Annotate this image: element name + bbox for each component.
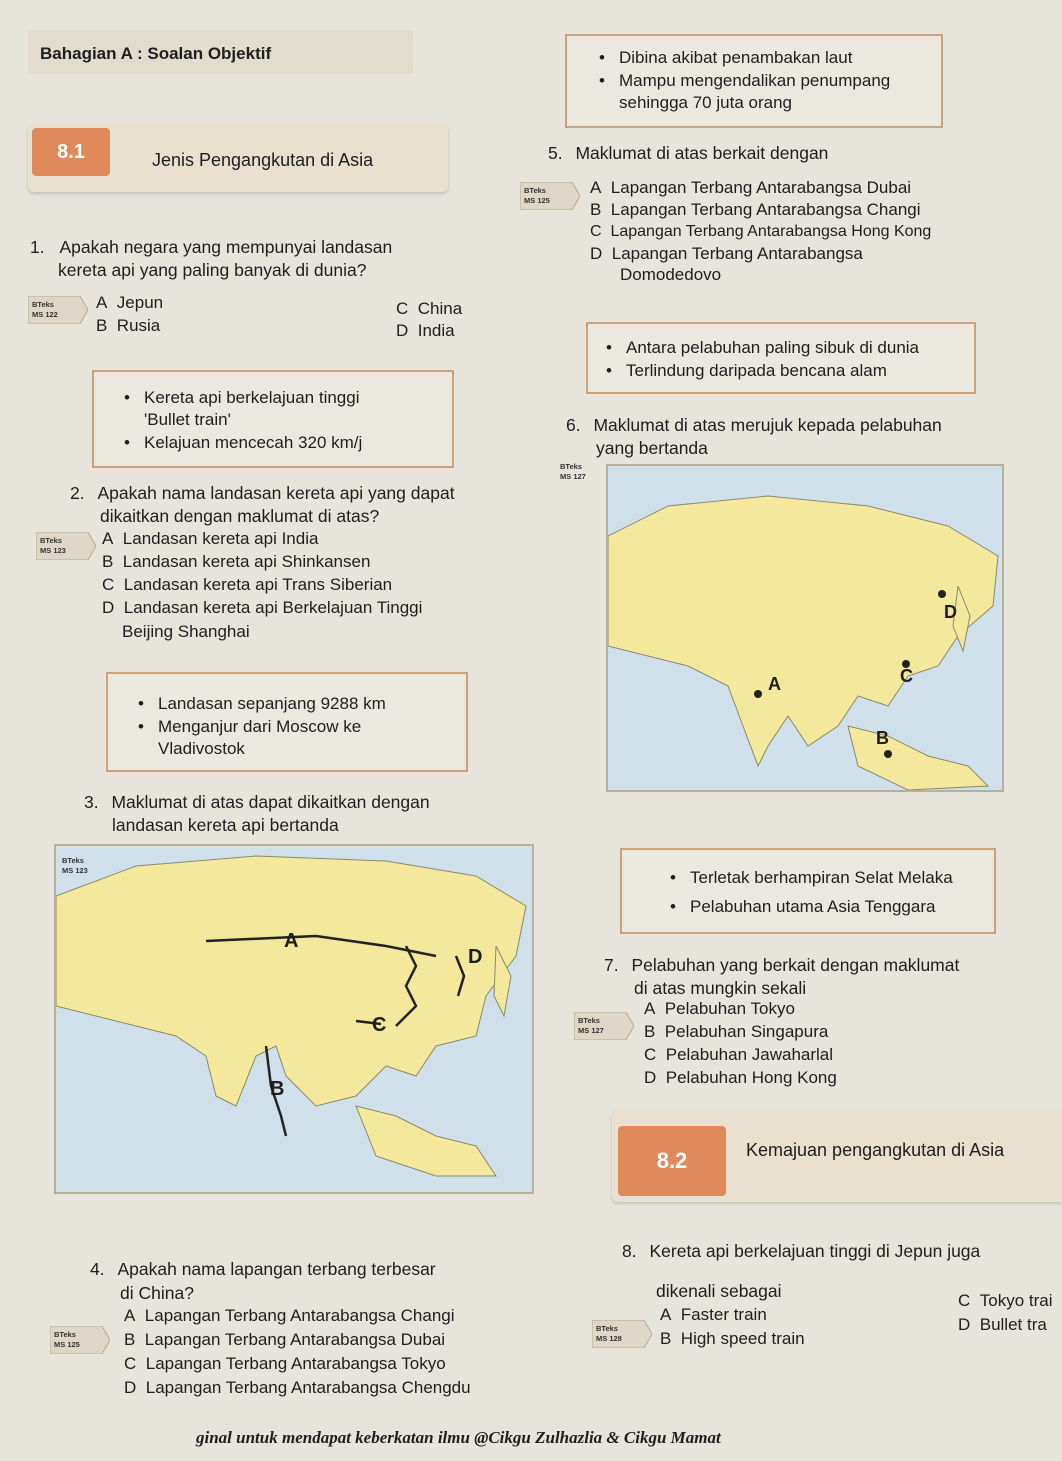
asia-map-ports-drawing xyxy=(608,466,1002,790)
question-text: Pelabuhan yang berkait dengan maklumat xyxy=(631,955,960,975)
question-number: 2. xyxy=(70,483,85,503)
map-label-b: B xyxy=(876,728,889,748)
question-text: yang bertanda xyxy=(596,438,708,458)
info-bullet: • Menganjur dari Moscow ke xyxy=(134,715,386,738)
footer-credit: ginal untuk mendapat keberkatan ilmu @Cikgu Zulhazlia & Cikgu Mamat xyxy=(196,1428,721,1447)
info-box-q6 xyxy=(586,322,976,394)
option-d-continued: Beijing Shanghai xyxy=(122,622,250,641)
question-text: Apakah nama landasan kereta api yang dapat xyxy=(97,483,455,503)
topic-header-82 xyxy=(612,1110,1062,1202)
option-d[interactable]: D Pelabuhan Hong Kong xyxy=(644,1068,837,1087)
asia-map-railway xyxy=(54,844,534,1194)
option-a[interactable]: A Pelabuhan Tokyo xyxy=(644,999,795,1018)
info-bullet: • Terletak berhampiran Selat Melaka xyxy=(666,866,953,889)
option-a[interactable]: A Lapangan Terbang Antarabangsa Dubai xyxy=(590,178,912,197)
option-b[interactable]: B Landasan kereta api Shinkansen xyxy=(102,552,371,571)
map-label-c: C xyxy=(900,666,913,686)
option-a[interactable]: A Lapangan Terbang Antarabangsa Changi xyxy=(124,1306,455,1325)
info-text: sehingga 70 juta orang xyxy=(619,93,792,112)
section-title: Bahagian A : Soalan Objektif xyxy=(40,44,272,63)
map-label-d: D xyxy=(468,946,483,968)
textbook-ref-tag: BTeks MS 123 xyxy=(62,856,88,875)
option-d[interactable]: D Bullet tra xyxy=(958,1315,1047,1334)
question-text: Maklumat di atas dapat dikaitkan dengan xyxy=(111,792,430,812)
option-a[interactable]: A Faster train xyxy=(660,1305,767,1324)
option-c[interactable]: C Lapangan Terbang Antarabangsa Hong Kong xyxy=(590,223,932,240)
question-text: Apakah negara yang mempunyai landasan xyxy=(59,237,393,257)
topic-badge: 8.1 xyxy=(32,128,110,176)
textbook-ref-tag: BTeks MS 125 xyxy=(520,182,580,210)
question-number: 6. xyxy=(566,415,581,435)
question-text: di atas mungkin sekali xyxy=(634,978,807,998)
question-text: kereta api yang paling banyak di dunia? xyxy=(58,260,367,280)
textbook-ref-tag: BTeks MS 125 xyxy=(50,1326,110,1354)
map-label-c: C xyxy=(372,1014,387,1036)
option-c[interactable]: C Lapangan Terbang Antarabangsa Tokyo xyxy=(124,1354,446,1373)
option-d[interactable]: D Lapangan Terbang Antarabangsa xyxy=(590,244,863,263)
topic-title: Jenis Pengangkutan di Asia xyxy=(152,150,374,170)
textbook-ref-tag: BTeks MS 123 xyxy=(36,532,96,560)
option-d[interactable]: D India xyxy=(396,321,455,340)
option-d[interactable]: D Lapangan Terbang Antarabangsa Chengdu xyxy=(124,1378,471,1397)
question-number: 5. xyxy=(548,143,563,163)
textbook-ref-tag: BTeks MS 127 xyxy=(574,1012,634,1040)
option-b[interactable]: B Lapangan Terbang Antarabangsa Changi xyxy=(590,200,921,219)
question-number: 3. xyxy=(84,792,99,812)
info-text: Vladivostok xyxy=(158,739,245,758)
question-number: 8. xyxy=(622,1241,637,1261)
info-bullet: • Terlindung daripada bencana alam xyxy=(602,359,919,382)
option-a[interactable]: A Landasan kereta api India xyxy=(102,529,319,548)
topic-header-81 xyxy=(28,124,448,192)
info-bullet: • Antara pelabuhan paling sibuk di dunia xyxy=(602,336,919,359)
info-box-q2 xyxy=(92,370,454,468)
info-bullet: • Dibina akibat penambakan laut xyxy=(595,46,890,69)
option-b[interactable]: B Rusia xyxy=(96,316,161,335)
info-bullet: • Landasan sepanjang 9288 km xyxy=(134,692,386,715)
question-text: landasan kereta api bertanda xyxy=(112,815,339,835)
question-text: dikaitkan dengan maklumat di atas? xyxy=(100,506,380,526)
map-label-b: B xyxy=(270,1078,285,1100)
textbook-ref-tag: BTeks MS 122 xyxy=(28,296,88,324)
option-b[interactable]: B Pelabuhan Singapura xyxy=(644,1022,829,1041)
question-text: di China? xyxy=(120,1283,194,1303)
option-c[interactable]: C China xyxy=(396,299,463,318)
option-a[interactable]: A Jepun xyxy=(96,293,164,312)
info-box-q7 xyxy=(620,848,996,934)
question-text: Apakah nama lapangan terbang terbesar xyxy=(117,1259,436,1279)
option-c[interactable]: C Tokyo trai xyxy=(958,1291,1053,1310)
question-number: 7. xyxy=(604,955,619,975)
option-d[interactable]: D Landasan kereta api Berkelajuan Tinggi xyxy=(102,598,423,617)
map-label-a: A xyxy=(768,674,781,694)
info-text: 'Bullet train' xyxy=(144,410,231,429)
info-bullet: • Kelajuan mencecah 320 km/j xyxy=(120,431,362,454)
option-b[interactable]: B High speed train xyxy=(660,1329,805,1348)
question-text: Maklumat di atas merujuk kepada pelabuhan xyxy=(593,415,942,435)
info-bullet: • Kereta api berkelajuan tinggi xyxy=(120,386,362,409)
question-text: Kereta api berkelajuan tinggi di Jepun juga xyxy=(649,1241,981,1261)
option-c[interactable]: C Pelabuhan Jawaharlal xyxy=(644,1045,834,1064)
topic-badge: 8.2 xyxy=(618,1126,726,1196)
question-number: 4. xyxy=(90,1259,105,1279)
textbook-ref-tag: BTeks MS 127 xyxy=(560,462,586,481)
info-bullet: • Mampu mengendalikan penumpang xyxy=(595,69,890,92)
map-label-d: D xyxy=(944,602,957,622)
asia-map-ports xyxy=(606,464,1004,792)
info-bullet: • Pelabuhan utama Asia Tenggara xyxy=(666,895,953,918)
topic-title: Kemajuan pengangkutan di Asia xyxy=(746,1140,1005,1160)
info-box-q3 xyxy=(106,672,468,772)
question-number: 1. xyxy=(30,237,45,257)
question-text: Maklumat di atas berkait dengan xyxy=(575,143,829,163)
map-label-a: A xyxy=(284,930,299,952)
textbook-ref-tag: BTeks MS 128 xyxy=(592,1320,652,1348)
info-box-q5 xyxy=(565,34,943,128)
option-b[interactable]: B Lapangan Terbang Antarabangsa Dubai xyxy=(124,1330,446,1349)
option-d-continued: Domodedovo xyxy=(620,265,722,284)
question-text: dikenali sebagai xyxy=(656,1281,782,1301)
option-c[interactable]: C Landasan kereta api Trans Siberian xyxy=(102,575,393,594)
asia-map-railway-drawing xyxy=(56,846,532,1192)
